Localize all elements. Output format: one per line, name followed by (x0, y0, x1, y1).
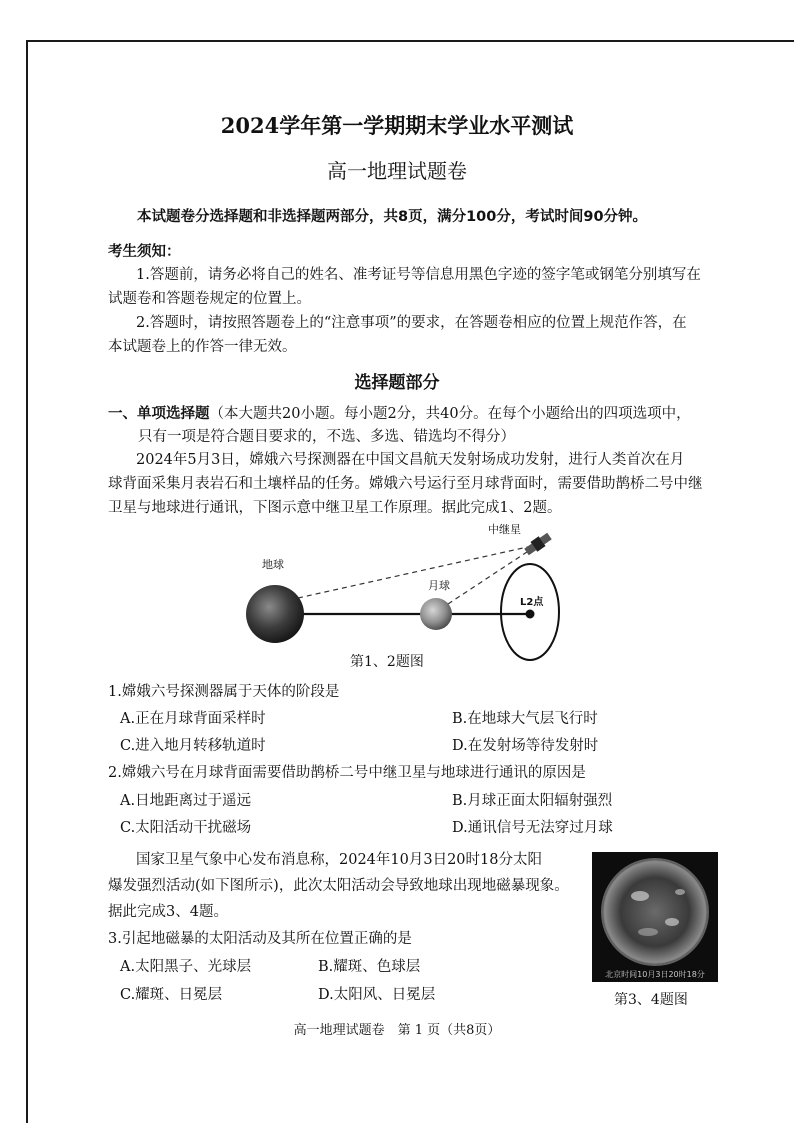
q2-option-a: A.日地距离过于遥远 (120, 793, 252, 809)
earth-globe (246, 585, 304, 643)
solar-photo-stamp: 北京时间10月3日20时18分 (605, 970, 705, 979)
earth-label: 地球 (262, 558, 284, 571)
exam-title: 2024学年第一学期期末学业水平测试 (220, 113, 574, 138)
passage-2-line-3: 据此完成3、4题。 (108, 904, 228, 920)
q2-stem: 2.嫦娥六号在月球背面需要借助鹊桥二号中继卫星与地球进行通讯的原因是 (108, 765, 586, 781)
moon-label: 月球 (428, 579, 450, 592)
notice-item-1-line-2: 试题卷和答题卷规定的位置上。 (108, 291, 311, 307)
scan-border-left (26, 40, 28, 1123)
q2-option-c: C.太阳活动干扰磁场 (120, 820, 252, 836)
notice-heading: 考生须知： (108, 244, 181, 260)
q1-option-c: C.进入地月转移轨道时 (120, 738, 266, 754)
q3-option-d: D.太阳风、日冕层 (318, 987, 436, 1003)
passage-1-line-2: 球背面采集月表岩石和土壤样品的任务。嫦娥六号运行至月球背面时，需要借助鹊桥二号中继 (108, 476, 703, 492)
figure-2-caption: 第3、4题图 (614, 992, 688, 1008)
q3-stem: 3.引起地磁暴的太阳活动及其所在位置正确的是 (108, 931, 412, 947)
exam-subtitle: 高一地理试题卷 (327, 159, 467, 183)
q1-option-d: D.在发射场等待发射时 (452, 738, 599, 754)
q3-option-b: B.耀斑、色球层 (318, 959, 421, 975)
part-1-heading: 一、单项选择题 (108, 406, 210, 422)
moon-globe (420, 598, 452, 630)
relay-label: 中继星 (488, 523, 521, 536)
part-1-heading-row (108, 402, 691, 423)
part-1-note-line-2: 只有一项是符合题目要求的，不选、多选、错选均不得分） (138, 429, 515, 445)
figure-1-caption: 第1、2题图 (350, 654, 424, 670)
moon-relay-dashed-line (448, 550, 530, 604)
passage-2-line-1: 国家卫星气象中心发布消息称，2024年10月3日20时18分太阳 (136, 852, 542, 868)
l2-point-marker (526, 610, 535, 619)
q1-option-b: B.在地球大气层飞行时 (452, 711, 598, 727)
relay-satellite-diagram (230, 516, 590, 666)
relay-satellite-icon (523, 531, 553, 557)
q3-option-c: C.耀斑、日冕层 (120, 987, 223, 1003)
passage-2-line-2: 爆发强烈活动(如下图所示)，此次太阳活动会导致地球出现地磁暴现象。 (108, 878, 569, 894)
scan-border-top (26, 40, 794, 42)
notice-item-2-line-1: 2.答题时，请按照答题卷上的“注意事项”的要求，在答题卷相应的位置上规范作答，在 (136, 315, 687, 331)
q3-option-a: A.太阳黑子、光球层 (120, 959, 252, 975)
l2-label: L2点 (520, 597, 544, 608)
part-1-note: （本大题共20小题。每小题2分，共40分。在每个小题给出的四项选项中， (209, 406, 691, 422)
page-footer: 高一地理试题卷 第 1 页（共8页） (293, 1023, 501, 1038)
solar-flare-photo (592, 852, 718, 982)
notice-item-1-line-1: 1.答题前，请务必将自己的姓名、准考证号等信息用黑色字迹的签字笔或钢笔分别填写在 (136, 267, 701, 283)
section-title: 选择题部分 (354, 373, 440, 393)
q2-option-d: D.通讯信号无法穿过月球 (452, 820, 613, 836)
sun-drawing (592, 852, 718, 982)
intro-text: 本试题卷分选择题和非选择题两部分，共8页，满分100分，考试时间90分钟。 (137, 209, 648, 225)
passage-1-line-1: 2024年5月3日，嫦娥六号探测器在中国文昌航天发射场成功发射，进行人类首次在月 (136, 452, 685, 468)
passage-1-line-3: 卫星与地球进行通讯，下图示意中继卫星工作原理。据此完成1、2题。 (108, 500, 562, 516)
q1-stem: 1.嫦娥六号探测器属于天体的阶段是 (108, 684, 340, 700)
notice-item-2-line-2: 本试题卷上的作答一律无效。 (108, 339, 297, 355)
q1-option-a: A.正在月球背面采样时 (120, 711, 266, 727)
q2-option-b: B.月球正面太阳辐射强烈 (452, 793, 613, 809)
